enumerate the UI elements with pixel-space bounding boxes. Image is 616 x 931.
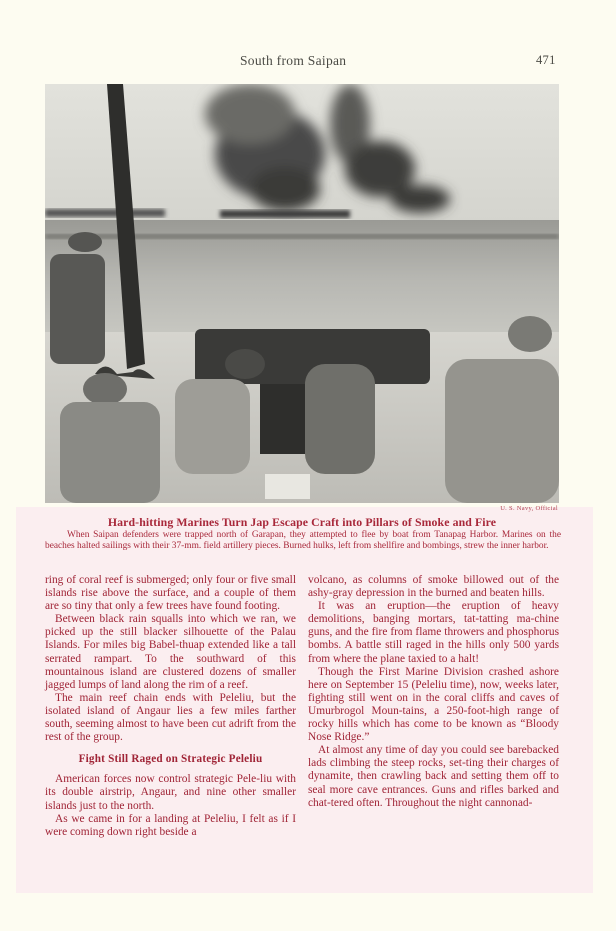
- right-column: [308, 574, 559, 810]
- caption-body: When Saipan defenders were trapped north of Garapan, they attempted to flee by boat from Tanapag Harbor. Marines on the beaches halted sailings with their 37-mm. field artillery pieces. Burned hulks, left from shellfire and bombings, strew the inner harbor.: [45, 530, 561, 551]
- caption-title: Hard-hitting Marines Turn Jap Escape Craft into Pillars of Smoke and Fire: [107, 515, 497, 529]
- left-column: [45, 574, 296, 839]
- paragraph: As we came in for a landing at Peleliu, I felt as if I were coming down right beside a: [45, 812, 296, 838]
- distant-island: [45, 209, 165, 217]
- running-title: South from Saipan: [240, 53, 347, 68]
- photo-credit: U. S. Navy, Official: [500, 505, 558, 512]
- paragraph: It was an eruption—the eruption of heavy demolitions, banging mortars, tat-tatting ma-chine guns, and the fire from flame throwers and phosphorus bombs. A battle still raged in the hills only 500 yards from where the plane taxied to a halt!: [308, 600, 559, 665]
- paragraph: The main reef chain ends with Peleliu, but the isolated island of Angaur lies a few miles farther south, seeming almost to have been cut adrift from the rest of the group.: [45, 691, 296, 744]
- paragraph: American forces now control strategic Pele-liu with its double airstrip, Angaur, and nine other smaller islands just to the north.: [45, 773, 296, 812]
- paragraph: ring of coral reef is submerged; only four or five small islands rise above the surface, and a couple of them are so tiny that only a few trees have found footing.: [45, 574, 296, 613]
- photo-illustration: [45, 84, 559, 503]
- section-subheading: Fight Still Raged on Strategic Peleliu: [78, 753, 263, 766]
- running-header: [0, 53, 616, 71]
- page-number: 471: [536, 53, 556, 67]
- paragraph: volcano, as columns of smoke billowed out of the ashy-gray depression in the burned and beaten hills.: [308, 574, 559, 600]
- paragraph: Between black rain squalls into which we ran, we picked up the still blacker silhouette of the Palau Islands. For miles big Babel-thuap extended like a tall serrated rampart. To the southward of this mountainous island are clustered dozens of smaller jagged lumps of land along the rim of a reef.: [45, 613, 296, 691]
- photograph: [45, 84, 559, 503]
- paragraph: Though the First Marine Division crashed ashore here on September 15 (Peleliu time), now, weeks later, fighting still went on in the coral cliffs and caves of Umurbrogol Moun-tains, a 250-foot-high range of rocky hills which has come to be known as “Bloody Nose Ridge.”: [308, 665, 559, 744]
- paragraph: At almost any time of day you could see barebacked lads climbing the steep rocks, set-ting their charges of dynamite, then crawling back and setting them off to seal more cave entrances. Guns and rifles barked and chat-tered often. Throughout the night cannonad-: [308, 744, 559, 809]
- burning-hulks: [220, 210, 350, 218]
